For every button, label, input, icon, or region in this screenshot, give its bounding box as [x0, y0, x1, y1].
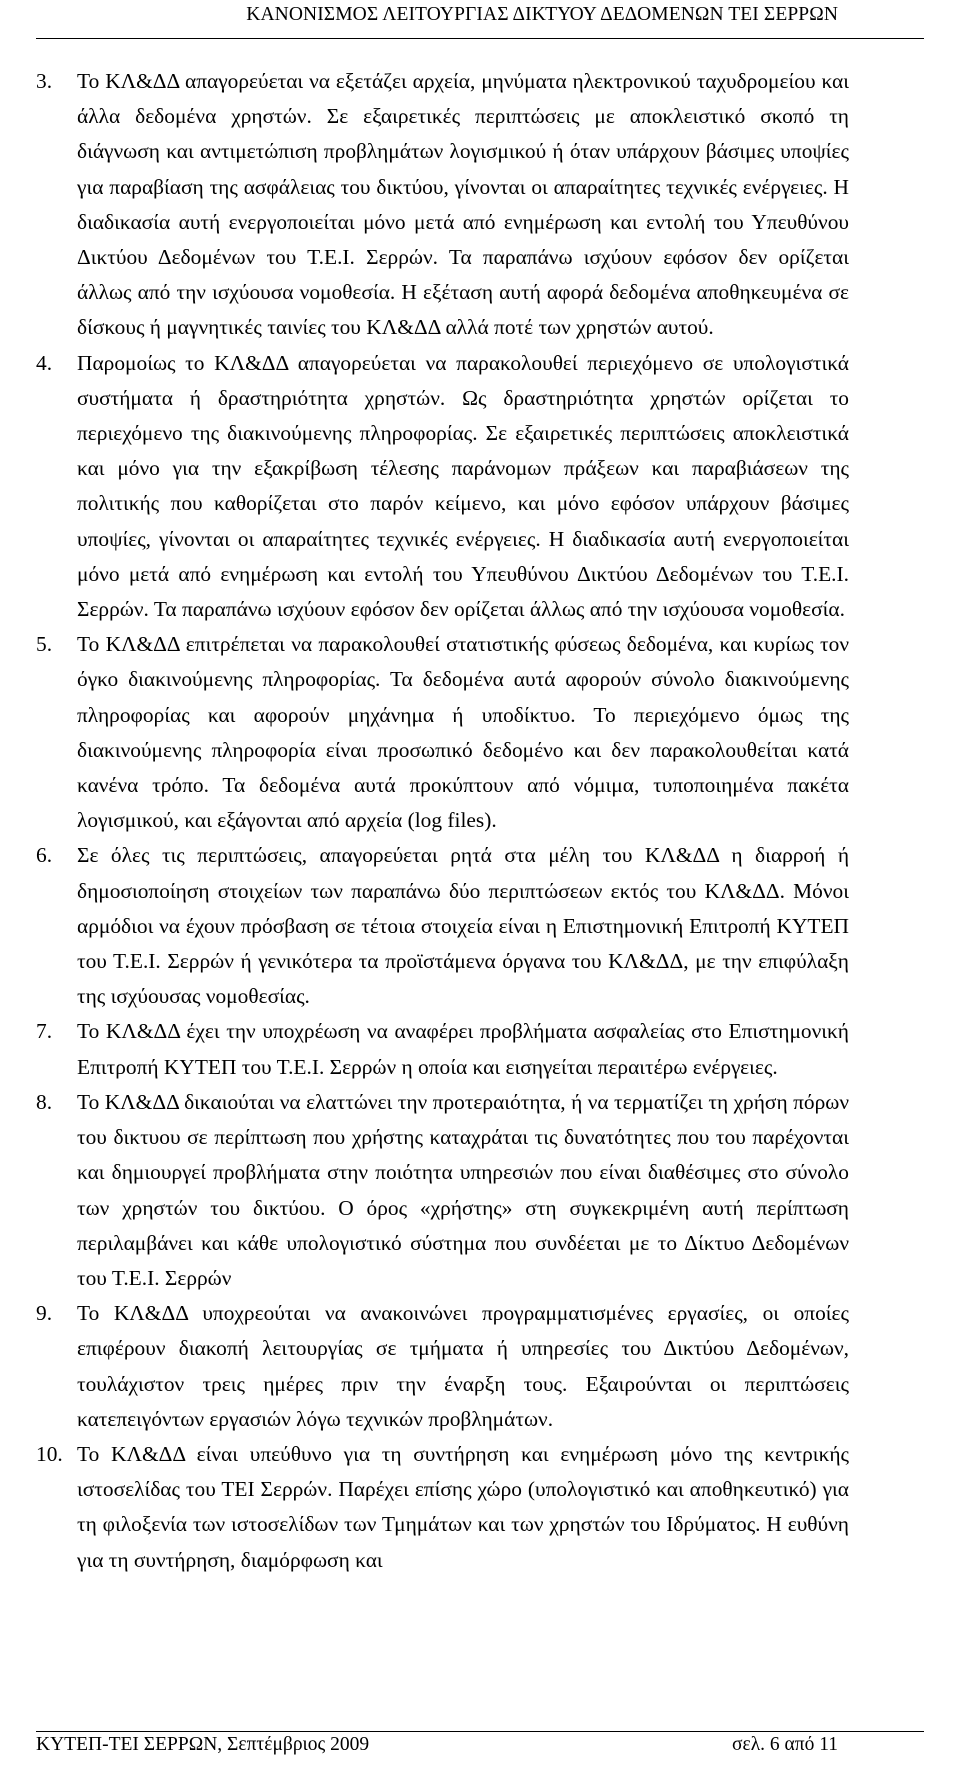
- page-header: ΚΑΝΟΝΙΣΜΟΣ ΛΕΙΤΟΥΡΓΙΑΣ ΔΙΚΤΥΟΥ ΔΕΔΟΜΕΝΩΝ ΤΕΙ ΣΕΡΡΩΝ: [246, 4, 838, 25]
- item-text: Το ΚΛ&ΔΔ έχει την υποχρέωση να αναφέρει προβλήματα ασφαλείας στο Επιστημονική Επιτροπή ΚΥΤΕΠ του Τ.Ε.Ι. Σερρών η οποία και εισηγείται περαιτέρω ενέργειες.: [77, 1019, 849, 1079]
- item-number: 7.: [36, 1019, 53, 1044]
- item-number: 9.: [36, 1301, 53, 1326]
- item-number: 6.: [36, 843, 53, 868]
- item-number: 4.: [36, 350, 53, 375]
- item-number: 5.: [36, 632, 53, 657]
- item-text: Το ΚΛ&ΔΔ είναι υπεύθυνο για τη συντήρηση και ενημέρωση μόνο της κεντρικής ιστοσελίδας του ΤΕΙ Σερρών. Παρέχει επίσης χώρο (υπολογιστικό και αποθηκευτικό) για τη φιλοξενία των ιστοσελίδων των Τμημάτων και των χρηστών του Ιδρύματος. Η ευθύνη για τη συντήρηση, διαμόρφωση και: [77, 1441, 849, 1572]
- list-item-5: [36, 627, 849, 838]
- item-number: 10.: [36, 1441, 63, 1466]
- list-item-6: [36, 838, 849, 1014]
- header-divider: [36, 38, 924, 39]
- item-text: Το ΚΛ&ΔΔ υποχρεούται να ανακοινώνει προγραμματισμένες εργασίες, οι οποίες επιφέρουν διακοπή λειτουργίας σε τμήματα ή υπηρεσίες του Δικτύου Δεδομένων, τουλάχιστον τρεις ημέρες πριν την έναρξη τους. Εξαιρούνται οι περιπτώσεις κατεπειγόντων εργασιών λόγω τεχνικών προβλημάτων.: [77, 1301, 849, 1431]
- item-text: Το ΚΛ&ΔΔ απαγορεύεται να εξετάζει αρχεία, μηνύματα ηλεκτρονικού ταχυδρομείου και άλλα δεδομένα χρηστών. Σε εξαιρετικές περιπτώσεις με αποκλειστικό σκοπό τη διάγνωση και αντιμετώπιση προβλημάτων λογισμικού ή όταν υπάρχουν βάσιμες υποψίες για παραβίαση της ασφάλειας του δικτύου, γίνονται οι απαραίτητες τεχνικές ενέργειες. Η διαδικασία αυτή ενεργοποιείται μόνο μετά από ενημέρωση και εντολή του Υπευθύνου Δικτύου Δεδομένων του Τ.Ε.Ι. Σερρών. Τα παραπάνω ισχύουν εφόσον δεν ορίζεται άλλως από την ισχύουσα νομοθεσία. Η εξέταση αυτή αφορά δεδομένα αποθηκευμένα σε δίσκους ή μαγνητικές ταινίες του ΚΛ&ΔΔ αλλά ποτέ των χρηστών αυτού.: [77, 69, 849, 340]
- item-number: 3.: [36, 69, 53, 93]
- item-text: Το ΚΛ&ΔΔ δικαιούται να ελαττώνει την προτεραιότητα, ή να τερματίζει τη χρήση πόρων του δικτυου σε περίπτωση που χρήστης καταχράται τις δυνατότητες που του παρέχονται και δημιουργεί προβλήματα στην ποιότητα υπηρεσιών που είναι διαθέσιμες στο σύνολο των χρηστών του δικτύου. Ο όρος «χρήστης» στη συγκεκριμένη αυτή περίπτωση περιλαμβάνει και κάθε υπολογιστικό σύστημα που συνδέεται με το Δίκτυο Δεδομένων του Τ.Ε.Ι. Σερρών: [77, 1089, 849, 1290]
- list-item-9: [36, 1296, 849, 1437]
- list-item-4: [36, 346, 849, 628]
- item-text: Το ΚΛ&ΔΔ επιτρέπεται να παρακολουθεί στατιστικής φύσεως δεδομένα, και κυρίως τον όγκο διακινούμενης πληροφορίας. Τα δεδομένα αυτά αφορούν σύνολο διακινούμενης πληροφορίας και αφορούν μηχάνημα ή υποδίκτυο. Το περιεχόμενο όμως της διακινούμενης πληροφορία είναι προσωπικό δεδομένο και δεν παρακολουθείται κατά κανένα τρόπο. Τα δεδομένα αυτά προκύπτουν από νόμιμα, τυποποιημένα πακέτα λογισμικού, και εξάγονται από αρχεία (log files).: [77, 632, 849, 833]
- document-body: [36, 64, 849, 1578]
- item-text: Παρομοίως το ΚΛ&ΔΔ απαγορεύεται να παρακολουθεί περιεχόμενο σε υπολογιστικά συστήματα ή δραστηριότητα χρηστών. Ως δραστηριότητα χρηστών ορίζεται το περιεχόμενο της διακινούμενης πληροφορίας. Σε εξαιρετικές περιπτώσεις αποκλειστικά και μόνο για την εξακρίβωση τέλεσης παράνομων πράξεων και παραβιάσεων της πολιτικής που καθορίζεται στο παρόν κείμενο, και μόνο εφόσον υπάρχουν βάσιμες υποψίες, γίνονται οι απαραίτητες τεχνικές ενέργειες. Η διαδικασία αυτή ενεργοποιείται μόνο μετά από ενημέρωση και εντολή του Υπευθύνου Δικτύου Δεδομένων του Τ.Ε.Ι. Σερρών. Τα παραπάνω ισχύουν εφόσον δεν ορίζεται άλλως από την ισχύουσα νομοθεσία.: [77, 350, 849, 622]
- page-number: σελ. 6 από 11: [732, 1734, 838, 1755]
- footer-organization: ΚΥΤΕΠ-ΤΕΙ ΣΕΡΡΩΝ, Σεπτέμβριος 2009: [36, 1734, 370, 1755]
- list-item-10: [36, 1437, 849, 1578]
- item-number: 8.: [36, 1089, 53, 1114]
- list-item-3: [36, 64, 849, 346]
- list-item-8: [36, 1085, 849, 1296]
- list-item-7: [36, 1014, 849, 1084]
- item-text: Σε όλες τις περιπτώσεις, απαγορεύεται ρητά στα μέλη του ΚΛ&ΔΔ η διαρροή ή δημοσιοποίηση στοιχείων των παραπάνω δύο περιπτώσεων εκτός του ΚΛ&ΔΔ. Μόνοι αρμόδιοι να έχουν πρόσβαση σε τέτοια στοιχεία είναι η Επιστημονική Επιτροπή ΚΥΤΕΠ του Τ.Ε.Ι. Σερρών ή γενικότερα τα προϊστάμενα όργανα του ΚΛ&ΔΔ, με την επιφύλαξη της ισχύουσας νομοθεσίας.: [77, 843, 849, 1009]
- footer-divider: [36, 1731, 924, 1732]
